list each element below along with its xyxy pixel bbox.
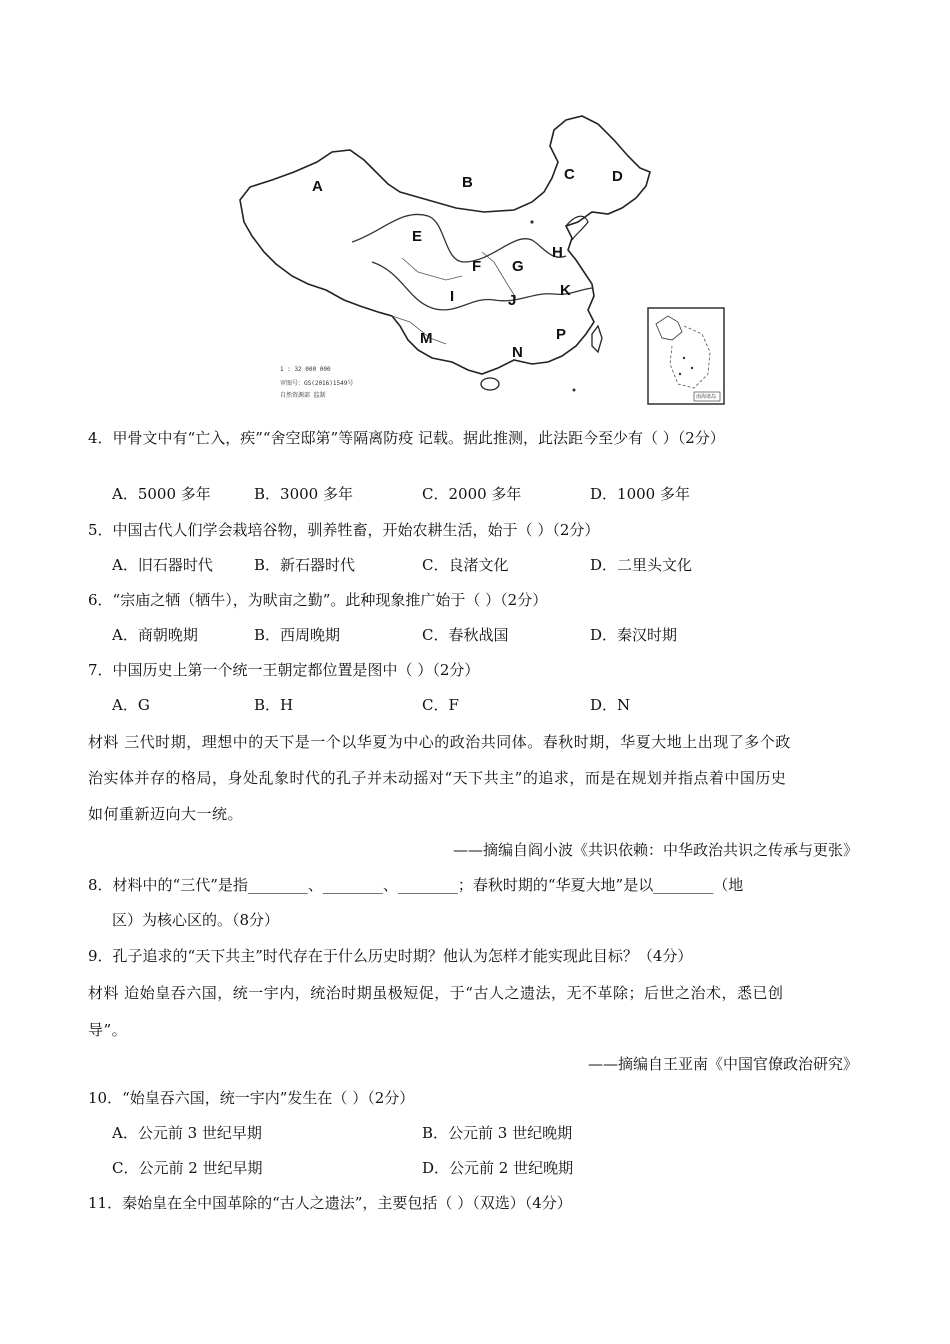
map-label-a: A [312,178,323,195]
map-label-j: J [508,292,517,309]
inset-title: 南海诸岛 [696,394,717,400]
material2-line1: 材料 迨始皇吞六国，统一宇内，统治时期虽极短促，于“古人之遗法，无不革除；后世之治术，悉已创 [88,984,784,1002]
q5-option-d: D．二里头文化 [590,556,693,574]
map-label-k: K [560,282,571,299]
material1-line2: 治实体并存的格局，身处乱象时代的孔子并未动摇对“天下共主”的追求，而是在规划并指点着中国历史 [88,769,787,787]
q5-option-c: C．良渚文化 [422,556,509,574]
map-label-f: F [472,258,482,275]
inner-line-1 [402,258,462,280]
map-dot-marker [530,220,533,223]
q10-option-a: A．公元前 3 世纪早期 [112,1124,262,1142]
bohai-coast [566,216,588,240]
inset-island-dot [679,373,681,375]
q6-stem: 6．“宗庙之牺（牺牛），为畎亩之勤”。此种现象推广始于（ ）（2分） [88,591,548,609]
sea-island-dot [573,389,576,392]
q7-option-b: B．H [254,696,294,714]
map-label-e: E [412,228,423,245]
material1-line3: 如何重新迈向大一统。 [88,805,244,823]
q4-option-b: B．3000 多年 [254,485,353,503]
q10-option-d: D．公元前 2 世纪晚期 [422,1159,574,1177]
china-map [232,112,732,410]
inset-island-dot [683,357,685,359]
map-label-i: I [450,288,455,305]
q6-option-d: D．秦汉时期 [590,626,678,644]
map-label-c: C [564,166,575,183]
map-label-n: N [512,344,523,361]
taiwan-island [592,326,602,352]
yangtze-river [372,262,592,310]
yellow-river [352,214,566,262]
hainan-island [481,378,499,390]
country-border [240,116,650,374]
q6-option-a: A．商朝晚期 [112,626,198,644]
q5-option-a: A．旧石器时代 [112,556,213,574]
map-credit-1: 审图号：GS(2016)1549号 [280,380,354,387]
q10-stem: 10．“始皇吞六国，统一宇内”发生在（ ）（2分） [88,1089,415,1107]
q8-line1: 8．材料中的“三代”是指________、________、________；春秋时期的“华夏大地”是以________（地 [88,876,744,894]
q4-option-a: A．5000 多年 [112,485,211,503]
inner-line-2 [392,316,446,344]
q8-line2: 区）为核心区的。（8分） [112,911,280,929]
q5-stem: 5．中国古代人们学会栽培谷物，驯养牲畜，开始农耕生活，始于（ ）（2分） [88,521,600,539]
q7-option-a: A．G [112,696,150,714]
q4-stem: 4．甲骨文中有“亡入，疾”“舍空邸第”等隔离防疫 记载。据此推测，此法距今至少有（ ）（2分） [88,429,725,447]
inset-map-frame [648,308,724,404]
map-label-g: G [512,258,524,275]
q10-option-b: B．公元前 3 世纪晚期 [422,1124,573,1142]
map-label-m: M [420,330,433,347]
material2-source: ——摘编自王亚南《中国官僚政治研究》 [587,1055,858,1073]
q4-option-d: D．1000 多年 [590,485,690,503]
material2-line2: 导”。 [88,1021,128,1039]
map-label-p: P [556,326,567,343]
map-label-d: D [612,168,623,185]
q9-stem: 9．孔子追求的“天下共主”时代存在于什么历史时期？他认为怎样才能实现此目标？（4分） [88,947,693,965]
q4-option-c: C．2000 多年 [422,485,522,503]
q6-option-c: C．春秋战国 [422,626,509,644]
map-scale: 1 : 32 000 000 [280,366,331,373]
q10-option-c: C．公元前 2 世纪早期 [112,1159,263,1177]
q7-option-c: C．F [422,696,459,714]
q5-option-b: B．新石器时代 [254,556,356,574]
map-label-h: H [552,244,563,261]
q6-option-b: B．西周晚期 [254,626,341,644]
q7-stem: 7．中国历史上第一个统一王朝定都位置是图中（ ）（2分） [88,661,480,679]
inset-island-dot [691,367,693,369]
material1-source: ——摘编自阎小波《共识依赖：中华政治共识之传承与更张》 [452,841,858,859]
q7-option-d: D．N [590,696,631,714]
map-credit-2: 自然资源部 监制 [280,392,326,399]
q11-stem: 11．秦始皇在全中国革除的“古人之遗法”，主要包括（ ）（双选）（4分） [88,1194,572,1212]
material1-line1: 材料 三代时期，理想中的天下是一个以华夏为中心的政治共同体。春秋时期，华夏大地上出现了多个政 [88,733,791,751]
map-label-b: B [462,174,473,191]
